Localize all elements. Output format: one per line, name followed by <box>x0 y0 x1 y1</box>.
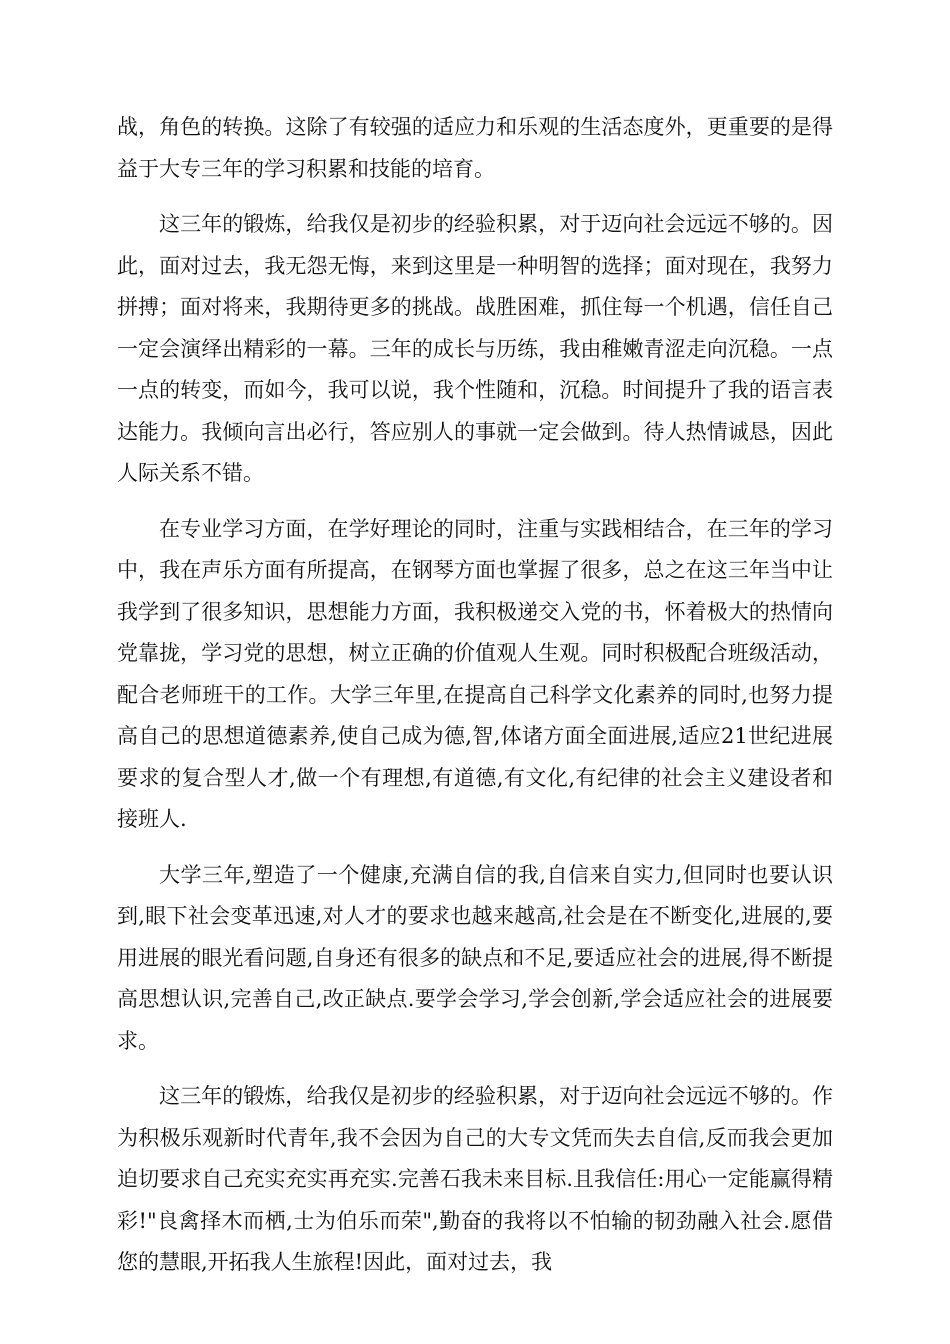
paragraph-1: 战，角色的转换。这除了有较强的适应力和乐观的生活态度外，更重要的是得益于大专三年的学习积累和技能的培育。 <box>117 115 833 181</box>
paragraph-3: 在专业学习方面，在学好理论的同时，注重与实践相结合，在三年的学习中，我在声乐方面有所提高，在钢琴方面也掌握了很多，总之在这三年当中让我学到了很多知识，思想能力方面，我积极递交入党的书，怀着极大的热情向党靠拢，学习党的思想，树立正确的价值观人生观。同时积极配合班级活动，配合老师班干的工作。大学三年里,在提高自己科学文化素养的同时,也努力提高自己的思想道德素养,使自己成为德,智,体诸方面全面进展,适应21世纪进展要求的复合型人才,做一个有理想,有道德,有文化,有纪律的社会主义建设者和接班人. <box>117 516 833 831</box>
paragraph-5: 这三年的锻炼，给我仅是初步的经验积累，对于迈向社会远远不够的。作为积极乐观新时代青年,我不会因为自己的大专文凭而失去自信,反而我会更加迫切要求自己充实充实再充实.完善石我未来目标.且我信任:用心一定能赢得精彩!"良禽择木而栖,士为伯乐而荣",勤奋的我将以不怕输的韧劲融入社会.愿借您的慧眼,开拓我人生旅程!因此，面对过去，我 <box>117 1084 833 1274</box>
paragraph-4: 大学三年,塑造了一个健康,充满自信的我,自信来自实力,但同时也要认识到,眼下社会变革迅速,对人才的要求也越来越高,社会是在不断变化,进展的,要用进展的眼光看问题,自身还有很多的缺点和不足,要适应社会的进展,得不断提高思想认识,完善自己,改正缺点.要学会学习,学会创新,学会适应社会的进展要求。 <box>117 862 833 1053</box>
document-page <box>117 107 833 1298</box>
paragraph-2: 这三年的锻炼，给我仅是初步的经验积累，对于迈向社会远远不够的。因此，面对过去，我无怨无悔，来到这里是一种明智的选择；面对现在，我努力拼搏；面对将来，我期待更多的挑战。战胜困难，抓住每一个机遇，信任自己一定会演绎出精彩的一幕。三年的成长与历练，我由稚嫩青涩走向沉稳。一点一点的转变，而如今，我可以说，我个性随和，沉稳。时间提升了我的语言表达能力。我倾向言出必行，答应别人的事就一定会做到。待人热情诚恳，因此人际关系不错。 <box>117 212 833 485</box>
